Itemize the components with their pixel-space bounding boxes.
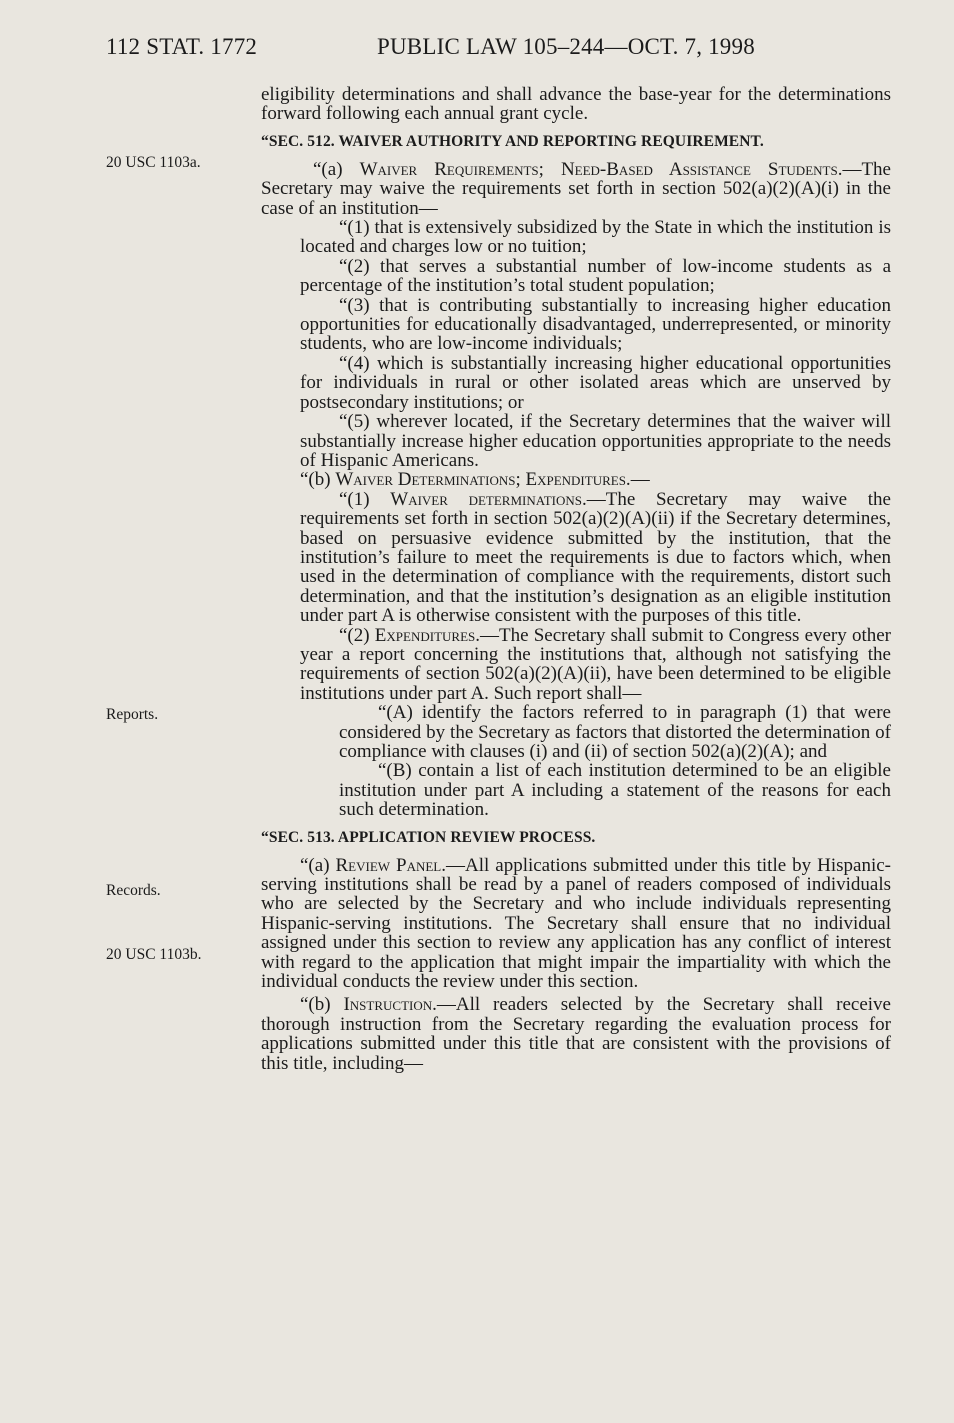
sec512-b-dash: — — [630, 469, 650, 491]
intro-paragraph: eligibility determinations and shall advance the base-year for the determinations forward following each annual grant cycle. — [261, 84, 891, 125]
sec513-b-label: “(b) — [300, 994, 344, 1016]
sec512-a-para-3: “(3) that is contributing substantially to increasing higher education opportunities for educationally disadvantaged, underrepresented, or minority students, who are low-income individuals; — [300, 294, 891, 355]
sec513-a-text: —All applications submitted under this title by Hispanic-serving institutions shall be read by a panel of readers composed of individuals who are selected by the Secretary and who include individuals representing Hispanic-serving institutions. The Secretary shall ensure that no individual assigned under this section to review any application has any conflict of interest with regard to the application that might impair the impartiality with which the individual conducts the review under this section. — [261, 854, 891, 993]
body-text — [261, 85, 891, 1073]
page-header — [0, 34, 954, 64]
sec512-a-text: —The Secretary may waive the requirements set forth in section 502(a)(2)(A)(i) in the case of an institution— — [261, 158, 891, 219]
margin-note-records: Records. — [106, 882, 161, 899]
sec512-b-para-1 — [261, 490, 891, 626]
sec513-a-label: “(a) — [300, 854, 336, 876]
sec512-b1-label: “(1) — [339, 488, 391, 510]
sec512-b1-title: Waiver determinations. — [390, 488, 587, 510]
sec512-b2-text: —The Secretary shall submit to Congress every other year a report concerning the institutions that, although not satisfying the requirements of section 502(a)(2)(A)(ii), have been determined to be eligible institutions under part A. Such report shall— — [300, 624, 891, 704]
sec512-b-subpara-a: “(A) identify the factors referred to in paragraph (1) that were considered by the Secretary as factors that distorted the determination of compliance with clauses (i) and (ii) of section 502(a)(2)(A); and — [339, 702, 891, 762]
sec512-a-para-5: “(5) wherever located, if the Secretary determines that the waiver will substantially increase higher education opportunities appropriate to the needs of Hispanic Americans. — [300, 411, 891, 471]
sec512-b2-label: “(2) — [339, 624, 375, 646]
margin-note-usc-1103b: 20 USC 1103b. — [106, 946, 202, 963]
margin-note-usc-1103a: 20 USC 1103a. — [106, 154, 201, 171]
sec513-subsection-a — [261, 856, 891, 992]
sec513-a-title: Review Panel. — [335, 854, 446, 876]
sec512-a-para-4: “(4) which is substantially increasing higher educational opportunities for individuals in rural or other isolated areas which are unserved by postsecondary institutions; or — [300, 352, 891, 413]
sec512-b-para-2 — [261, 626, 891, 704]
sec512-b-title: Waiver Determinations; Expenditures. — [335, 469, 631, 491]
sec512-a-title: Waiver Requirements; Need-Based Assistance Students. — [359, 158, 843, 180]
statute-citation: 112 STAT. 1772 — [106, 34, 258, 59]
sec512-b1-text: —The Secretary may waive the requirements set forth in section 502(a)(2)(A)(ii) if the Secretary determines, based on persuasive evidence submitted by the institution, that the institution’s failure to meet the requirements is due to factors which, when used in the determination of compliance with the requirements, distort such determination, and that the institution’s designation as an eligible institution under part A is otherwise consistent with the purposes of this title. — [300, 488, 891, 627]
sec512-b-subpara-b: “(B) contain a list of each institution determined to be an eligible institution under part A including a statement of the reasons for each such determination. — [339, 760, 891, 821]
sec512-a-para-2: “(2) that serves a substantial number of low-income students as a percentage of the institution’s total student population; — [300, 255, 891, 297]
sec513-b-text: —All readers selected by the Secretary shall receive thorough instruction from the Secretary regarding the evaluation process for applications submitted under this title that are consistent with the provisions of this title, including— — [261, 994, 891, 1074]
sec513-b-title: Instruction. — [343, 994, 437, 1016]
sec512-a-para-1: “(1) that is extensively subsidized by the State in which the institution is located and charges low or no tuition; — [300, 217, 891, 258]
sec513-subsection-b — [261, 995, 891, 1073]
sec512-a-label: “(a) — [313, 158, 360, 180]
sec512-subsection-b — [261, 470, 891, 489]
section-513-heading: “SEC. 513. APPLICATION REVIEW PROCESS. — [261, 828, 596, 846]
sec512-subsection-a — [261, 160, 891, 218]
section-512-heading: “SEC. 512. WAIVER AUTHORITY AND REPORTING REQUIREMENT. — [261, 132, 764, 150]
margin-note-reports: Reports. — [106, 706, 159, 723]
sec512-b-label: “(b) — [300, 469, 336, 491]
public-law-title: PUBLIC LAW 105–244—OCT. 7, 1998 — [377, 34, 755, 59]
sec512-b2-title: Expenditures. — [374, 624, 480, 646]
